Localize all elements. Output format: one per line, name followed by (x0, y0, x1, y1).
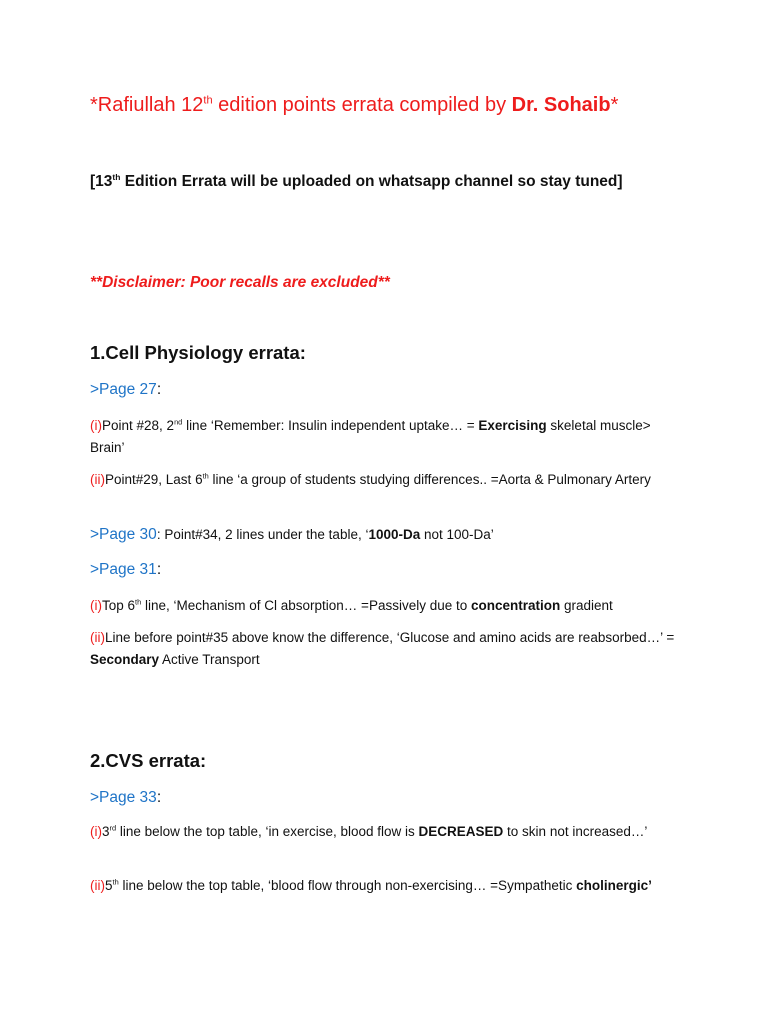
errata-item: (i)Point #28, 2nd line ‘Remember: Insulin independent uptake… = Exercising skeletal muscle> Brain’ (90, 417, 651, 455)
author-name: Dr. Sohaib (511, 94, 611, 116)
page-ref-31: >Page 31: (90, 561, 162, 578)
errata-item: (ii)5th line below the top table, ‘blood flow through non-exercising… =Sympathetic cholinergic’ (90, 877, 652, 893)
disclaimer: **Disclaimer: Poor recalls are excluded** (90, 274, 390, 291)
document-title: *Rafiullah 12th edition points errata compiled by Dr. Sohaib* (90, 94, 619, 116)
errata-item: (i)3rd line below the top table, ‘in exercise, blood flow is DECREASED to skin not increased…’ (90, 823, 648, 839)
section-heading-cvs: 2.CVS errata: (90, 750, 207, 771)
page-ref-33: >Page 33: (90, 789, 162, 806)
edition-notice: [13th Edition Errata will be uploaded on whatsapp channel so stay tuned] (90, 171, 623, 190)
page-ref-27: >Page 27: (90, 381, 162, 398)
section-heading-cell-physiology: 1.Cell Physiology errata: (90, 342, 306, 363)
errata-item: (ii)Point#29, Last 6th line ‘a group of students studying differences.. =Aorta & Pulmonary Artery (90, 471, 651, 487)
errata-item: (ii)Line before point#35 above know the difference, ‘Glucose and amino acids are reabsorbed…’ = Secondary Active Transport (90, 630, 675, 667)
errata-item: (i)Top 6th line, ‘Mechanism of Cl absorption… =Passively due to concentration gradient (90, 597, 613, 613)
page-ref-30: >Page 30: Point#34, 2 lines under the table, ‘1000-Da not 100-Da’ (90, 526, 494, 543)
